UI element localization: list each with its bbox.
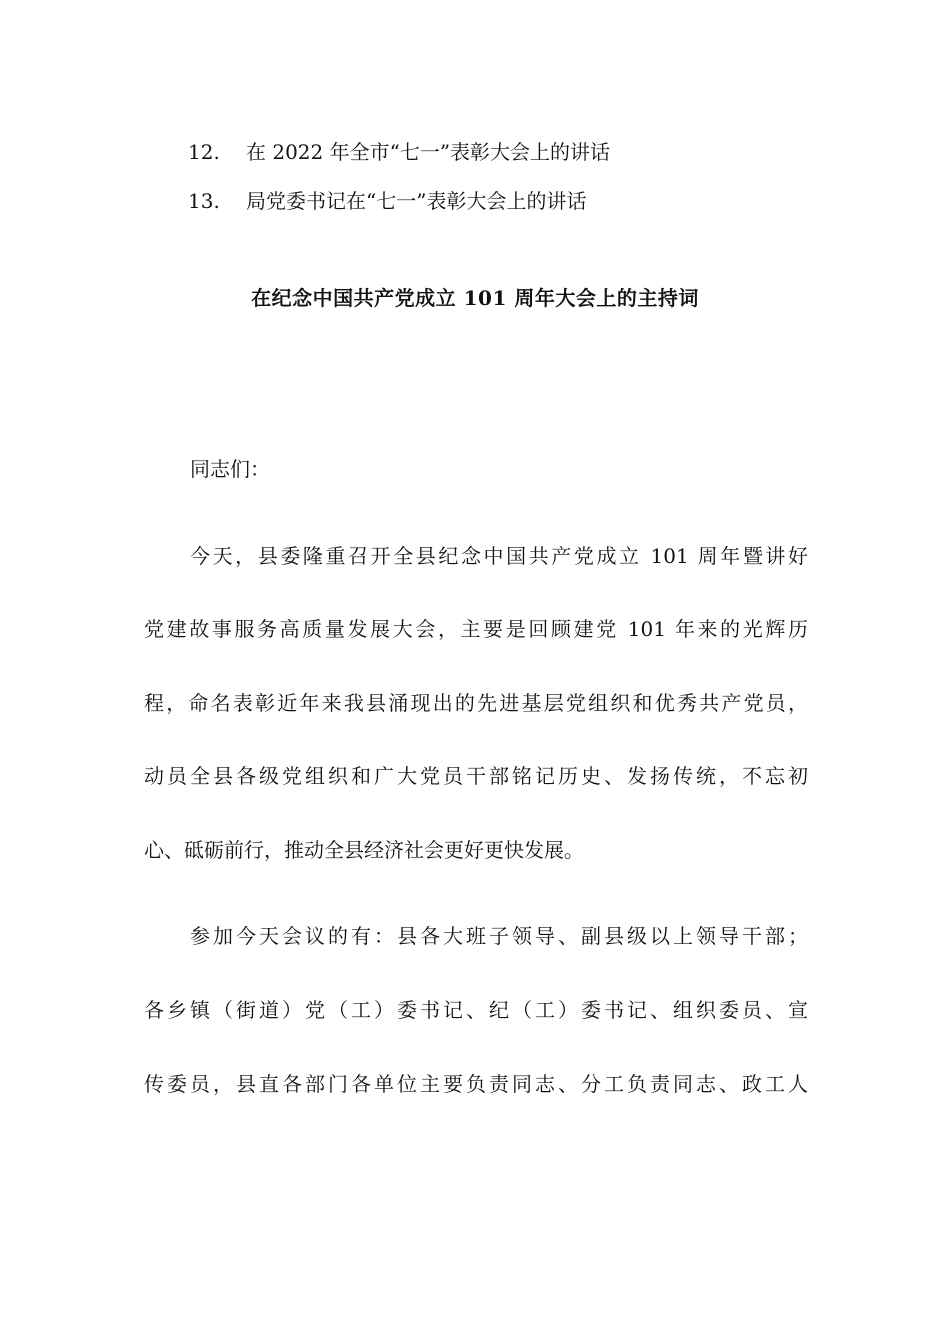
- toc-item-text: 在 2022 年全市“七一”表彰大会上的讲话: [246, 140, 611, 164]
- document-title: 在纪念中国共产党成立 101 周年大会上的主持词: [251, 286, 699, 310]
- paragraph-line: 各乡镇（街道）党（工）委书记、纪（工）委书记、组织委员、宣: [144, 998, 808, 1022]
- toc-item: [188, 138, 610, 166]
- salutation: 同志们：: [190, 457, 270, 481]
- toc-item-text: 局党委书记在“七一”表彰大会上的讲话: [246, 189, 587, 213]
- toc-item: [188, 187, 586, 215]
- toc-item-number: 12.: [188, 140, 220, 164]
- paragraph-line: 程，命名表彰近年来我县涌现出的先进基层党组织和优秀共产党员，: [144, 691, 808, 715]
- paragraph-line: 动员全县各级党组织和广大党员干部铭记历史、发扬传统，不忘初: [144, 764, 808, 788]
- paragraph-line: 心、砥砺前行，推动全县经济社会更好更快发展。: [144, 838, 584, 862]
- paragraph-line: 参加今天会议的有：县各大班子领导、副县级以上领导干部；: [190, 924, 808, 948]
- paragraph-line: 党建故事服务高质量发展大会，主要是回顾建党 101 年来的光辉历: [144, 617, 808, 641]
- paragraph-line: 今天，县委隆重召开全县纪念中国共产党成立 101 周年暨讲好: [190, 544, 808, 568]
- paragraph-line: 传委员，县直各部门各单位主要负责同志、分工负责同志、政工人: [144, 1072, 808, 1096]
- toc-item-number: 13.: [188, 189, 220, 213]
